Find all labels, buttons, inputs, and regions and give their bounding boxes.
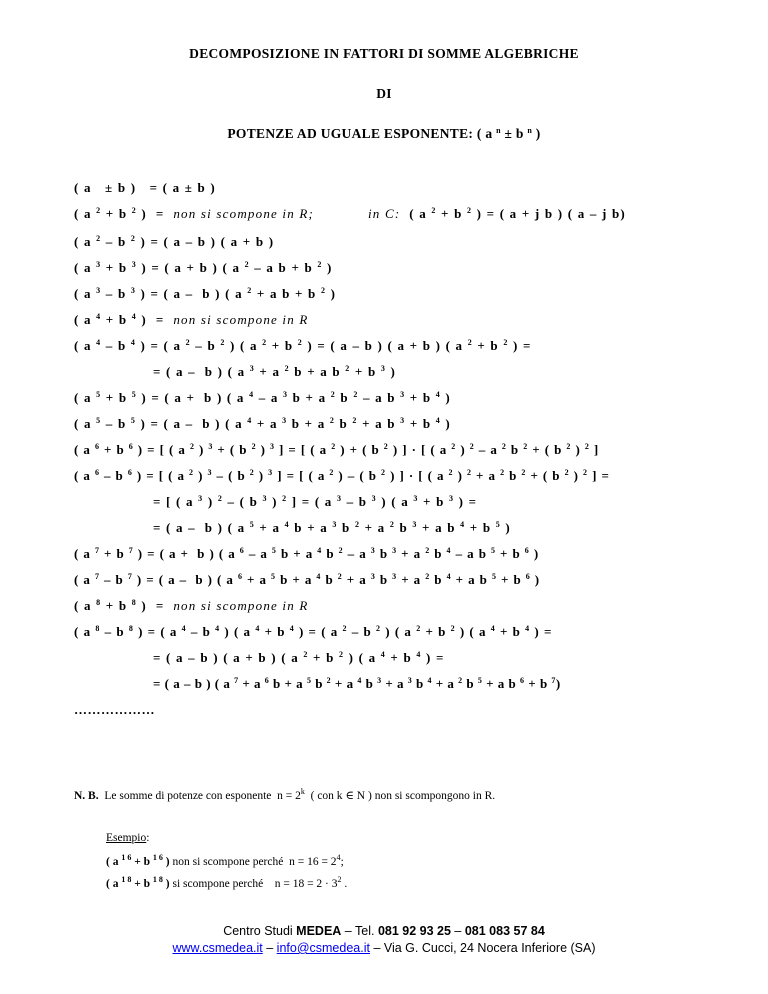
footer-line-2: www.csmedea.it – info@csmedea.it – Via G. Cucci, 24 Nocera Inferiore (SA) [172,941,596,955]
example-1: ( a $^{1 6}$ + b $^{1 6}$ ) non si scompone perché $n = 16 = 2^4$; [106,853,344,868]
footer-address: – Via G. Cucci, 24 Nocera Inferiore (SA) [369,941,596,955]
example-1-text: non si scompone perché n = 16 = 2 [169,856,337,868]
note-paragraph: N. B. Le somme di potenze con esponente $n = 2^k$ ( con k ∈ N ) non si scompongono in R. [74,787,496,802]
equation-4: ( a $^3$ + b $^3$ ) = ( a + b ) ( a $^2$ – a b + b $^2$ ) [74,260,333,275]
equation-3: ( a $^2$ – b $^2$ ) = ( a – b ) ( a + b ) [74,234,275,249]
footer-email-link[interactable]: info@csmedea.it [276,941,370,955]
equation-12: ( a $^7$ + b $^7$ ) = ( a + b ) ( a $^6$ – a $^5$ b + a $^4$ b $^2$ – a $^3$ b $^3$ + a $^2$ b $^4$ – a b $^5$ + b $^6$ ) [74,546,540,561]
equation-7-cont: = ( a – b ) ( a $^3$ + a $^2$ b + a b $^2$ + b $^3$ ) [153,364,397,379]
continuation-dots: ……………… [74,702,155,717]
document-title-line3: POTENZE AD UGUALE ESPONENTE: ( a $^n$ ± b $^n$ ) [227,126,541,141]
equation-2: ( a $^2$ + b $^2$ ) = non si scompone in R; [74,206,315,221]
equation-1: ( a ± b ) = ( a ± b ) [74,180,216,195]
equation-13: ( a $^7$ – b $^7$ ) = ( a – b ) ( a $^6$ + a $^5$ b + a $^4$ b $^2$ + a $^3$ b $^3$ + a $^2$ b $^4$ + a b $^5$ + b $^6$ ) [74,572,541,587]
equation-11-cont-2: = ( a – b ) ( a $^5$ + a $^4$ b + a $^3$ b $^2$ + a $^2$ b $^3$ + a b $^4$ + b $^5$ ) [153,520,511,535]
example-2-text: si scompone perché n = 18 = 2 · 3 [169,878,338,890]
equation-11-cont-1: = [ ( a $^3$ ) $^2$ – ( b $^3$ ) $^2$ ] = ( a $^3$ – b $^3$ ) ( a $^3$ + b $^3$ ) = [153,494,478,509]
note-label: N. B. [74,790,99,802]
equation-6-text: non si scompone in R [173,312,309,327]
equation-2-c-label: in C: [368,206,401,221]
equation-7: ( a $^4$ – b $^4$ ) = ( a $^2$ – b $^2$ ) ( a $^2$ + b $^2$ ) = ( a – b ) ( a + b ) ( a $^2$ + b $^2$ ) = [74,338,532,353]
footer-tel-2: 081 083 57 84 [464,924,545,938]
footer-website-link[interactable]: www.csmedea.it [172,941,263,955]
example-heading: Esempio: [106,832,150,844]
example-2: ( a $^{1 8}$ + b $^{1 8}$ ) si scompone perché $n = 18 = 2 \cdot 3^2$ . [106,875,348,890]
equation-10: ( a $^6$ + b $^6$ ) = [ ( a $^2$ ) $^3$ + ( b $^2$ ) $^3$ ] = [ ( a $^2$ ) + ( b $^2$ ) ] · [ ( a $^2$ ) $^2$ – a $^2$ b $^2$ + ( b $^2$ ) $^2$ ] [74,442,600,457]
footer-org-name: MEDEA [296,924,342,938]
equation-2-text: non si scompone in R; [173,206,315,221]
equation-14-text: non si scompone in R [173,598,309,613]
document-title-line2: DI [376,86,392,101]
equation-15-cont-1: = ( a – b ) ( a + b ) ( a $^2$ + b $^2$ ) ( a $^4$ + b $^4$ ) = [153,650,445,665]
equation-6: ( a $^4$ + b $^4$ ) = non si scompone in R [74,312,309,327]
equation-15-cont-2: = ( a – b ) ( a $^7$ + a $^6$ b + a $^5$ b $^2$ + a $^4$ b $^3$ + a $^3$ b $^4$ + a $^2$ b $^5$ + a b $^6$ + b $^7$) [153,676,561,691]
note-text-b: ( con k ∈ N ) non si scompongono in R. [304,790,496,802]
footer-tel-1: 081 92 93 25 [377,924,451,938]
equation-2-complex: in C: ( a $^2$ + b $^2$ ) = ( a + j b ) ( a – j b) [368,206,626,221]
equation-9: ( a $^5$ – b $^5$ ) = ( a – b ) ( a $^4$ + a $^3$ b + a $^2$ b $^2$ + a b $^3$ + b $^4$ ) [74,416,451,431]
example-label: Esempio [106,832,147,844]
document-title-line1: DECOMPOSIZIONE IN FATTORI DI SOMME ALGEBRICHE [189,46,579,61]
equation-14: ( a $^8$ + b $^8$ ) = non si scompone in R [74,598,309,613]
equation-5: ( a $^3$ – b $^3$ ) = ( a – b ) ( a $^2$ + a b + b $^2$ ) [74,286,337,301]
footer-line-1: Centro Studi MEDEA – Tel. 081 92 93 25 – 081 083 57 84 [223,924,545,938]
equation-11: ( a $^6$ – b $^6$ ) = [ ( a $^2$ ) $^3$ – ( b $^2$ ) $^3$ ] = [ ( a $^2$ ) – ( b $^2$ ) ] · [ ( a $^2$ ) $^2$ + a $^2$ b $^2$ + ( b $^2$ ) $^2$ ] = [74,468,610,483]
equation-15: ( a $^8$ – b $^8$ ) = ( a $^4$ – b $^4$ ) ( a $^4$ + b $^4$ ) = ( a $^2$ – b $^2$ ) ( a $^2$ + b $^2$ ) ( a $^4$ + b $^4$ ) = [74,624,553,639]
note-text-a: Le somme di potenze con esponente n = 2 [104,790,301,802]
equation-8: ( a $^5$ + b $^5$ ) = ( a + b ) ( a $^4$ – a $^3$ b + a $^2$ b $^2$ – a b $^3$ + b $^4$ ) [74,390,451,405]
